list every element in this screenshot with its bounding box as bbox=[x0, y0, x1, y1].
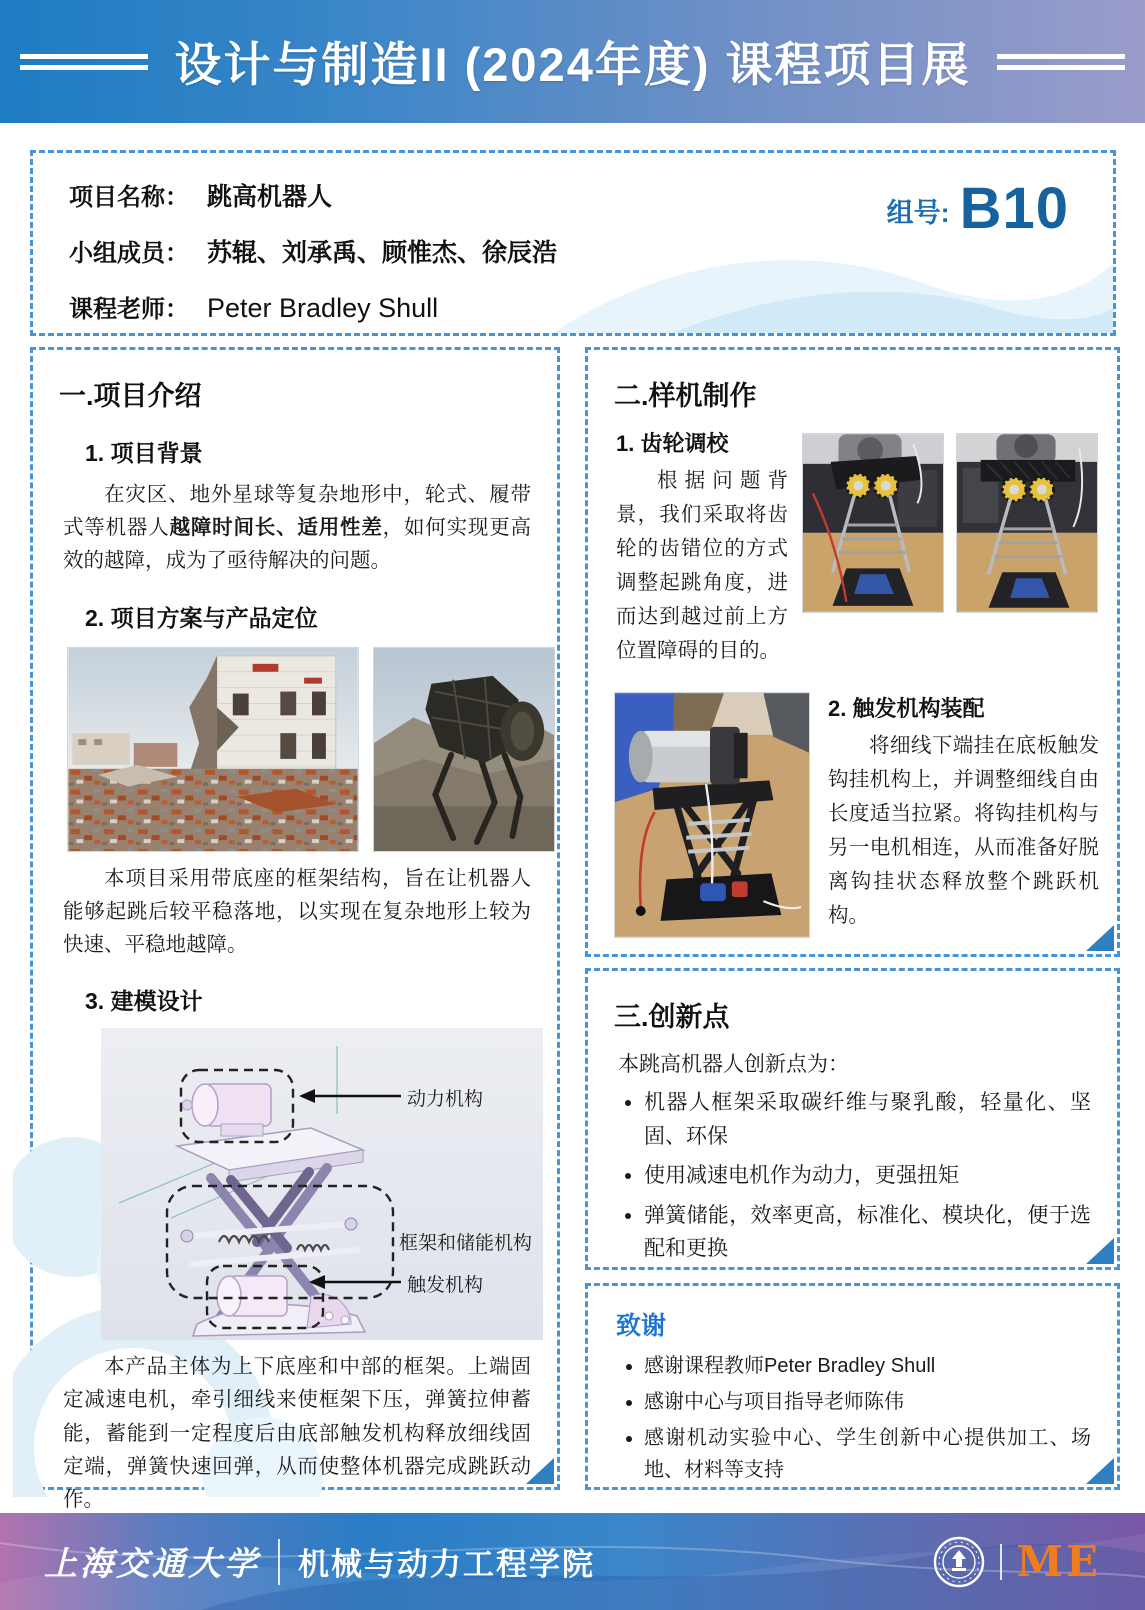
innovation-item: • 使用减速电机作为动力，更强扭矩 bbox=[644, 1159, 1091, 1193]
gear-photos bbox=[802, 433, 1098, 668]
background-text-post: ，如何实现更高效的越障，成为了亟待解决的问题。 bbox=[63, 516, 532, 573]
school-name: 机械与动力工程学院 bbox=[298, 1547, 595, 1582]
cad-diagram bbox=[101, 1028, 543, 1340]
university-seal-icon bbox=[932, 1535, 986, 1589]
step2-title: 2. 触发机构装配 bbox=[828, 696, 985, 722]
legged-robot-photo bbox=[373, 647, 555, 852]
project-name-row bbox=[69, 177, 557, 213]
group-number-label: 组号: bbox=[886, 198, 950, 228]
thanks-item: • 感谢中心与项目指导老师陈伟 bbox=[644, 1386, 1091, 1418]
group-number-value: B10 bbox=[959, 176, 1069, 241]
corner-triangle bbox=[1086, 1238, 1114, 1264]
gear-photo-2 bbox=[956, 433, 1098, 613]
gear-calibration-block bbox=[616, 427, 1099, 668]
step1-title: 1. 齿轮调校 bbox=[616, 431, 729, 456]
footer-divider bbox=[278, 1539, 280, 1585]
innovation-item: • 弹簧储能，效率更高，标准化、模块化，便于选配和更换 bbox=[644, 1199, 1091, 1266]
project-info-box bbox=[30, 150, 1116, 336]
acknowledgement-section bbox=[585, 1283, 1120, 1490]
innovation-item: • 机器人框架采取碳纤维与聚乳酸，轻量化、坚固、环保 bbox=[644, 1086, 1091, 1153]
teacher-row bbox=[69, 289, 557, 324]
corner-triangle bbox=[1086, 1458, 1114, 1484]
innovation-section bbox=[585, 968, 1120, 1270]
background-text-bold: 越障时间长、适用性差 bbox=[169, 516, 383, 540]
university-name: 上海交通大学 bbox=[44, 1544, 260, 1583]
thanks-list bbox=[622, 1350, 1091, 1486]
thanks-item: • 感谢课程教师Peter Bradley Shull bbox=[644, 1350, 1091, 1382]
trigger-assembly-text-col bbox=[828, 692, 1099, 938]
innovation-intro: 本跳高机器人创新点为： bbox=[618, 1053, 849, 1076]
page-title: 设计与制造II (2024年度) 课程项目展 bbox=[174, 38, 971, 91]
section-title-intro: 一.项目介绍 bbox=[59, 381, 202, 411]
corner-triangle bbox=[1086, 925, 1114, 951]
project-fields bbox=[69, 177, 557, 344]
innovation-list bbox=[622, 1086, 1091, 1266]
footer-left bbox=[44, 1538, 595, 1585]
subsection-plan-title: 2. 项目方案与产品定位 bbox=[85, 604, 318, 631]
project-name-value: 跳高机器人 bbox=[207, 183, 333, 211]
team-members-row bbox=[69, 233, 557, 269]
double-line-right bbox=[997, 54, 1125, 70]
header-banner bbox=[0, 0, 1145, 123]
team-members-value: 苏辊、刘承禹、顾惟杰、徐辰浩 bbox=[207, 239, 558, 267]
scenario-photos bbox=[67, 647, 557, 852]
subsection-model-title: 3. 建模设计 bbox=[85, 988, 203, 1015]
prototype-photo bbox=[614, 692, 810, 938]
project-intro-content bbox=[33, 374, 557, 1516]
plan-paragraph: 本项目采用带底座的框架结构，旨在让机器人能够起跳后较平稳落地，以实现在复杂地形上较为快速、平稳地越障。 bbox=[63, 866, 531, 957]
project-intro-section bbox=[30, 347, 560, 1512]
group-number bbox=[887, 175, 1069, 242]
label-frame-mechanism: 框架和储能机构 bbox=[399, 1232, 533, 1255]
section-title-thanks: 致谢 bbox=[616, 1312, 667, 1340]
step2-paragraph: 将细线下端挂在底板触发钩挂机构上，并调整细线自由长度适当拉紧。将钩挂机构与另一电机相连，从而准备好脱离钩挂状态释放整个跳跃机构。 bbox=[828, 734, 1099, 928]
subsection-background-title: 1. 项目背景 bbox=[85, 440, 203, 466]
background-paragraph bbox=[63, 478, 531, 578]
footer-divider bbox=[1000, 1544, 1002, 1580]
section-title-innovation: 三.创新点 bbox=[614, 1002, 730, 1032]
double-line-left bbox=[20, 54, 148, 70]
label-power-mechanism: 动力机构 bbox=[407, 1088, 484, 1111]
me-logo: ME bbox=[1016, 1537, 1101, 1586]
model-paragraph: 本产品主体为上下底座和中部的框架。上端固定减速电机，牵引细线来使框架下压，弹簧拉伸蓄能，蓄能到一定程度后由底部触发机构释放细线固定端，弹簧快速回弹，从而使整体机器完成跳跃动作。 bbox=[63, 1355, 531, 1512]
prototype-section bbox=[585, 347, 1120, 957]
teacher-value: Peter Bradley Shull bbox=[207, 293, 439, 323]
trigger-assembly-block bbox=[614, 692, 1099, 938]
disaster-zone-photo bbox=[67, 647, 359, 852]
section-title-prototype: 二.样机制作 bbox=[614, 381, 757, 411]
gear-photo-1 bbox=[802, 433, 944, 613]
team-members-label: 小组成员： bbox=[69, 240, 189, 267]
project-name-label: 项目名称： bbox=[69, 184, 189, 211]
label-trigger-mechanism: 触发机构 bbox=[407, 1274, 484, 1297]
footer-content bbox=[0, 1513, 1145, 1610]
thanks-item: • 感谢机动实验中心、学生创新中心提供加工、场地、材料等支持 bbox=[644, 1422, 1091, 1486]
footer-right bbox=[932, 1535, 1101, 1589]
footer-banner bbox=[0, 1513, 1145, 1610]
step1-paragraph: 根据问题背景，我们采取将齿轮的齿错位的方式调整起跳角度，进而达到越过前上方位置障碍的目的。 bbox=[616, 469, 788, 663]
background-text-pre: 在灾区、地外星球等复杂地形中，轮式、履带式等机器人 bbox=[63, 483, 531, 540]
gear-calibration-text-col bbox=[616, 427, 788, 668]
teacher-label: 课程老师： bbox=[69, 296, 189, 323]
